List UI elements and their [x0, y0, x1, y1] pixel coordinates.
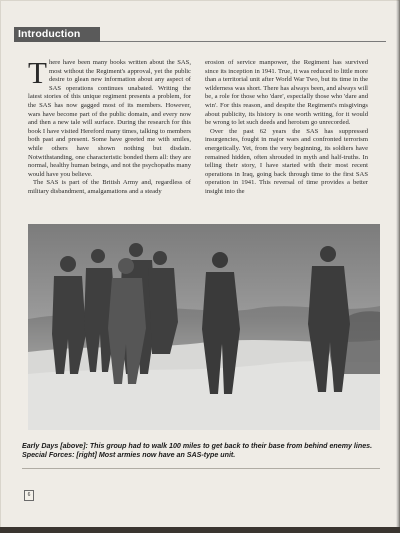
text-column-right	[205, 59, 368, 219]
paragraph: The SAS is part of the British Army and, regardless of military disbandment, amalgamations and a steady	[28, 179, 191, 195]
desert-group-photo	[28, 224, 380, 430]
photo-illustration	[28, 224, 380, 430]
page-edge-shadow	[396, 0, 400, 533]
caption-rule	[22, 468, 380, 469]
photo-caption: Early Days [above]: This group had to walk 100 miles to get back to their base from behind enemy lines. Special Forces: [right] Most armies now have an SAS-type unit.	[22, 442, 373, 460]
page-number: 6	[24, 490, 34, 501]
paragraph-text: here have been many books written about the SAS, most without the Regiment's approval, yet the public desire to glean new information about any aspect of SAS operations continues unabated. Writing the latest stories of this unique regiment presents a problem, for the SAS has now gagged most of its members. However, wars have become part of the public domain, and every now and then a new tale will surface. During the research for this book I have visited Hereford many times, talking to members both past and present. Some have greeted me with smiles, while others have shown nothing but disdain. Notwithstanding, one characteristic bonded them all: they are normal, healthy human beings, and not the psychopaths many would have you believe.	[28, 59, 191, 178]
page-bottom-edge	[0, 527, 400, 533]
paragraph: erosion of service manpower, the Regiment has survived since its inception in 1941. True, it was reduced to little more than a territorial unit after World War Two, but its time in the wilderness was short. There has always been, and always will be, a role for those who 'dare', especially those who 'dare and win'. For this reason, and despite the Regiment's misgivings about publicity, its history is one worth writing, for it would be wrong to let such deeds and heroism go unrecorded.	[205, 59, 368, 127]
text-column-left	[28, 59, 191, 219]
section-header	[14, 27, 100, 42]
paragraph: Over the past 62 years the SAS has suppressed insurgencies, fought in major wars and confronted terrorism energetically. Yet, from the very beginning, its soldiers have remained hidden, often shrouded in myth and half-truths. In telling their story, I have started with their most recent operations in Iraq, going back through time to the first SAS operation in 1941. This reversal of time provides a better insight into the	[205, 127, 368, 195]
paragraph	[28, 59, 191, 179]
header-rule	[100, 41, 386, 42]
drop-cap: T	[28, 59, 47, 90]
section-title: Introduction	[18, 28, 81, 40]
